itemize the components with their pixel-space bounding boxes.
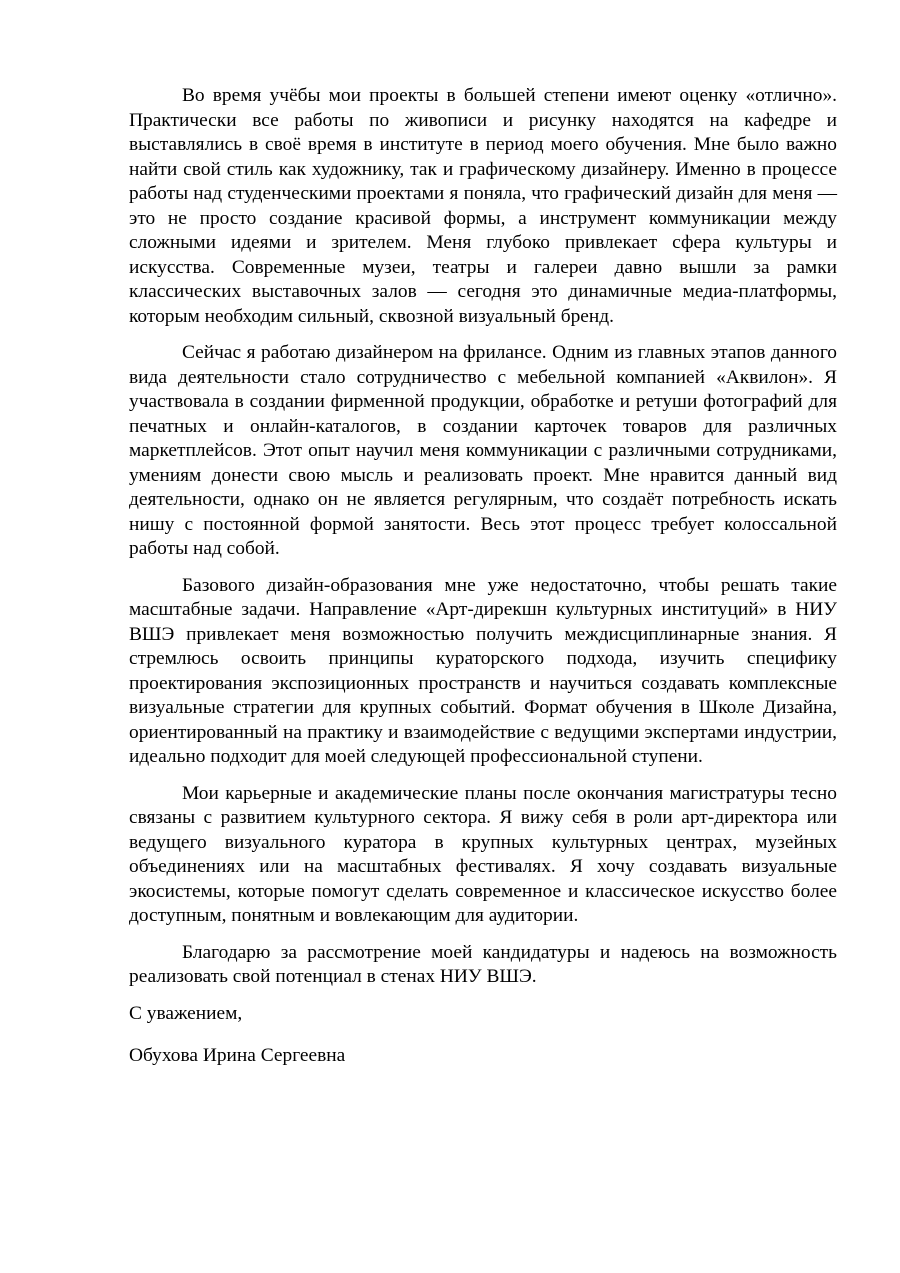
closing-line: С уважением, [129, 1002, 243, 1024]
paragraph-motivation: Базового дизайн-образования мне уже недостаточно, чтобы решать такие масштабные задачи. Направление «Арт-дирекшн культурных институций» в НИУ ВШЭ привлекает меня возможностью получить междисциплинарные знания. Я стремлюсь освоить принципы кураторского подхода, изучить специфику проектирования экспозиционных пространств и научиться создавать комплексные визуальные стратегии для крупных событий. Формат обучения в Школе Дизайна, ориентированный на практику и взаимодействие с ведущими экспертами индустрии, идеально подходит для моей следующей профессиональной ступени. [129, 574, 837, 767]
signature-name: Обухова Ирина Сергеевна [129, 1045, 346, 1066]
paragraph-studies: Во время учёбы мои проекты в большей степени имеют оценку «отлично». Практически все работы по живописи и рисунку находятся на кафедре и выставлялись в своё время в институте в период моего обучения. Мне было важно найти свой стиль как художнику, так и графическому дизайнеру. Именно в процессе работы над студенческими проектами я поняла, что графический дизайн для меня — это не просто создание красивой формы, а инструмент коммуникации между сложными идеями и зрителем. Меня глубоко привлекает сфера культуры и искусства. Современные музеи, театры и галереи давно вышли за рамки классических выставочных залов — сегодня это динамичные медиа-платформы, которым необходим сильный, сквозной визуальный бренд. [129, 85, 837, 327]
paragraph-career-plans: Мои карьерные и академические планы после окончания магистратуры тесно связаны с развитием культурного сектора. Я вижу себя в роли арт-директора или ведущего визуального куратора в крупных культурных центрах, музейных объединениях или на масштабных фестивалях. Я хочу создавать визуальные экосистемы, которые помогут сделать современное и классическое искусство более доступным, понятным и вовлекающим для аудитории. [129, 782, 837, 926]
letter-body [129, 84, 837, 1081]
paragraph-gratitude: Благодарю за рассмотрение моей кандидатуры и надеюсь на возможность реализовать свой потенциал в стенах НИУ ВШЭ. [129, 941, 837, 987]
paragraph-freelance: Сейчас я работаю дизайнером на фрилансе. Одним из главных этапов данного вида деятельности стало сотрудничество с мебельной компанией «Аквилон». Я участвовала в создании фирменной продукции, обработке и ретуши фотографий для печатных и онлайн-каталогов, в создании карточек товаров для различных маркетплейсов. Этот опыт научил меня коммуникации с различными сотрудниками, умениям донести свою мысль и реализовать проект. Мне нравится данный вид деятельности, однако он не является регулярным, что создаёт потребность искать нишу с постоянной формой занятости. Весь этот процесс требует колоссальной работы над собой. [129, 342, 837, 559]
